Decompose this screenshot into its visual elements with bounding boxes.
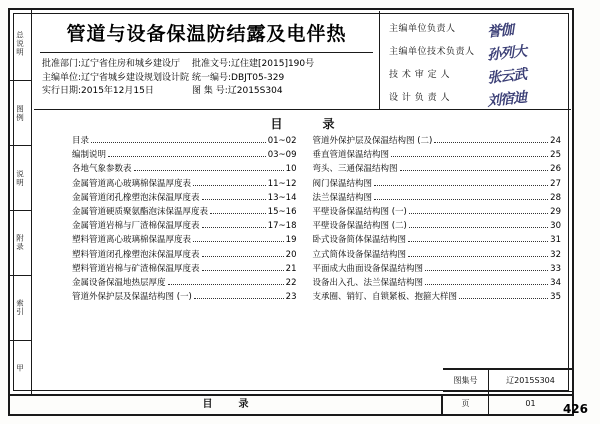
toc-entry[interactable] [313,248,562,262]
signature-label: 主编单位技术负责人 [389,47,475,57]
toc-leader [374,192,548,200]
toc-leader [168,277,284,285]
side-tab-label: 甲 [15,364,25,373]
side-tab-0 [8,8,31,81]
toc-entry[interactable] [72,205,297,219]
toc-entry[interactable] [72,290,297,304]
catalogue-columns [34,134,571,304]
toc-label: 设备出入孔、法兰保温结构图 [312,278,424,289]
side-tab-5 [8,341,31,396]
toc-entry[interactable] [313,233,562,247]
toc-entry[interactable] [72,276,297,290]
signature-label: 设 计 负 责 人 [389,93,450,103]
toc-label: 塑料管道闭孔橡塑泡沫保温厚度表 [72,249,200,260]
footer-bar [8,376,574,416]
toc-page: 35 [550,292,561,303]
toc-page: 30 [550,221,561,232]
toc-entry[interactable] [72,134,297,148]
side-tab-1 [8,81,31,146]
toc-entry[interactable] [313,177,562,191]
footer-title: 目 录 [8,396,443,416]
toc-entry[interactable] [313,219,562,233]
catalogue-heading: 目 录 [270,117,349,131]
toc-leader [194,291,284,299]
toc-leader [409,220,548,228]
toc-label: 垂直管道保温结构图 [312,150,390,161]
toc-label: 金属管道岩棉与厂渣棉保温厚度表 [72,221,200,232]
toc-page: 21 [285,263,297,274]
page-number-value: 01 [525,398,536,408]
signature-row [389,62,565,85]
side-tab-4 [8,276,31,341]
toc-label: 各地气象参数表 [72,164,132,175]
toc-page: 26 [550,164,561,175]
sheet-number: 426 [562,402,588,416]
toc-leader [193,234,284,242]
toc-entry[interactable] [313,262,562,276]
toc-leader [425,277,548,285]
toc-leader [134,163,284,171]
catalogue-column-left [38,134,303,304]
toc-entry[interactable] [313,191,562,205]
toc-leader [202,249,284,257]
toc-entry[interactable] [313,148,562,162]
toc-page: 17~18 [267,221,297,232]
toc-leader [391,149,548,157]
toc-leader [408,234,548,242]
catalogue-column-right [303,134,568,304]
toc-entry[interactable] [313,276,562,290]
meta-row [42,58,371,72]
toc-leader [459,291,548,299]
toc-label: 金属管道闭孔橡塑泡沫保温厚度表 [72,192,200,203]
toc-leader [91,135,266,143]
toc-label: 管道外保护层及保温结构图 (一) [72,292,192,303]
toc-label: 金属管道离心玻璃棉保温厚度表 [72,178,192,189]
title-divider [40,52,373,53]
atlas-number-value: 辽2015S304 [506,376,555,385]
title-left [34,11,380,109]
toc-entry[interactable] [313,205,562,219]
toc-page: 13~14 [267,192,297,203]
page-title: 管道与设备保温防结露及电伴热 [66,23,347,45]
toc-label: 金属设备保温地热层厚度 [72,278,166,289]
toc-label: 管道外保护层及保温结构图 (二) [312,136,433,146]
toc-page: 33 [550,263,561,274]
title-block [34,11,571,110]
signature-row [389,16,565,39]
toc-label: 立式简体设备保温结构图 [312,249,407,260]
side-tab-label: 图例 [15,104,25,122]
meta-row [42,85,371,99]
toc-label: 金属管道硬质聚氨酯泡沫保温厚度表 [72,207,209,218]
toc-leader [425,263,548,271]
atlas-info-box [443,368,574,416]
page-number-row [443,392,572,414]
side-tab-label: 说明 [15,169,25,187]
toc-page: 01~02 [267,136,297,146]
toc-entry[interactable] [72,191,297,205]
toc-entry[interactable] [72,248,297,262]
toc-entry[interactable] [72,219,297,233]
toc-leader [210,206,266,214]
toc-label: 编制说明 [72,150,107,161]
signature-block [381,11,571,109]
toc-label: 塑料管道岩棉与矿渣棉保温厚度表 [72,263,200,274]
toc-entry[interactable] [72,177,297,191]
side-tab-strip [8,8,32,396]
side-tab-2 [8,146,31,211]
toc-label: 目录 [72,136,90,146]
signature-mark: 刘宿迪 [486,89,527,110]
toc-page: 34 [550,278,561,289]
side-tab-label: 总说明 [15,31,25,57]
toc-entry[interactable] [313,134,562,148]
toc-page: 32 [550,249,561,260]
signature-mark: 孙列大 [486,43,527,64]
toc-leader [202,192,266,200]
toc-leader [193,178,266,186]
toc-label: 平面成大曲面设备保温结构图 [312,263,424,274]
toc-page: 28 [550,192,561,203]
approval-number: 批准文号:辽住建[2015]190号 [192,59,315,69]
toc-page: 23 [285,292,297,303]
toc-leader [202,220,266,228]
signature-label: 技 术 审 定 人 [389,70,450,80]
toc-label: 弯头、三通保温结构图 [312,164,398,175]
toc-entry[interactable] [72,148,297,162]
toc-label: 支承圈、销钉、自锁紧板、抱箍大样图 [312,292,458,303]
toc-entry[interactable] [72,162,297,176]
chief-editor-unit: 主编单位:辽宁省城乡建设规划设计院 [42,72,190,83]
toc-page: 03~09 [267,150,297,161]
toc-label: 塑料管道离心玻璃棉保温厚度表 [72,235,192,246]
atlas-number-label: 图集号 [443,370,489,391]
signature-mark: 誉伽 [486,21,514,41]
toc-label: 平壁设备保温结构图 (二) [312,221,407,232]
toc-entry[interactable] [72,262,297,276]
side-tab-label: 索引 [15,299,25,317]
toc-leader [409,206,548,214]
toc-label: 阀门保温结构图 [312,178,373,189]
page-content [34,11,571,393]
approval-department: 批准部门:辽宁省住房和城乡建设厅 [42,59,181,69]
toc-page: 29 [550,207,561,218]
toc-page: 27 [550,178,561,189]
effective-date: 实行日期:2015年12月15日 [42,86,154,96]
signature-label: 主编单位负责人 [389,24,456,34]
toc-page: 11~12 [267,178,297,189]
toc-page: 31 [550,235,561,246]
side-tab-3 [8,211,31,276]
signature-row [389,39,565,62]
toc-entry[interactable] [313,162,562,176]
toc-page: 15~16 [267,207,297,218]
toc-entry[interactable] [72,233,297,247]
toc-entry[interactable] [313,290,562,304]
signature-mark: 张云武 [486,66,527,87]
toc-page: 25 [550,150,561,161]
toc-page: 24 [550,136,561,146]
toc-page: 22 [285,278,297,289]
toc-page: 19 [285,235,297,246]
atlas-number: 图 集 号:辽2015S304 [192,86,283,96]
signature-row [389,85,565,108]
toc-leader [108,149,266,157]
toc-leader [202,263,284,271]
toc-leader [408,249,548,257]
side-tab-label: 附录 [15,234,25,252]
toc-label: 法兰保温结构图 [312,192,373,203]
publication-meta [34,58,379,99]
toc-leader [374,178,548,186]
atlas-number-row [443,370,572,392]
toc-leader [434,135,548,143]
unified-number: 统一编号:DBJT05-329 [192,72,285,83]
toc-label: 平壁设备保温结构图 (一) [312,207,407,218]
toc-page: 20 [285,249,297,260]
meta-row [42,72,371,86]
page-number-label: 页 [443,392,489,414]
toc-page: 10 [285,164,297,175]
toc-leader [400,163,549,171]
toc-label: 卧式设备简体保温结构图 [312,235,407,246]
